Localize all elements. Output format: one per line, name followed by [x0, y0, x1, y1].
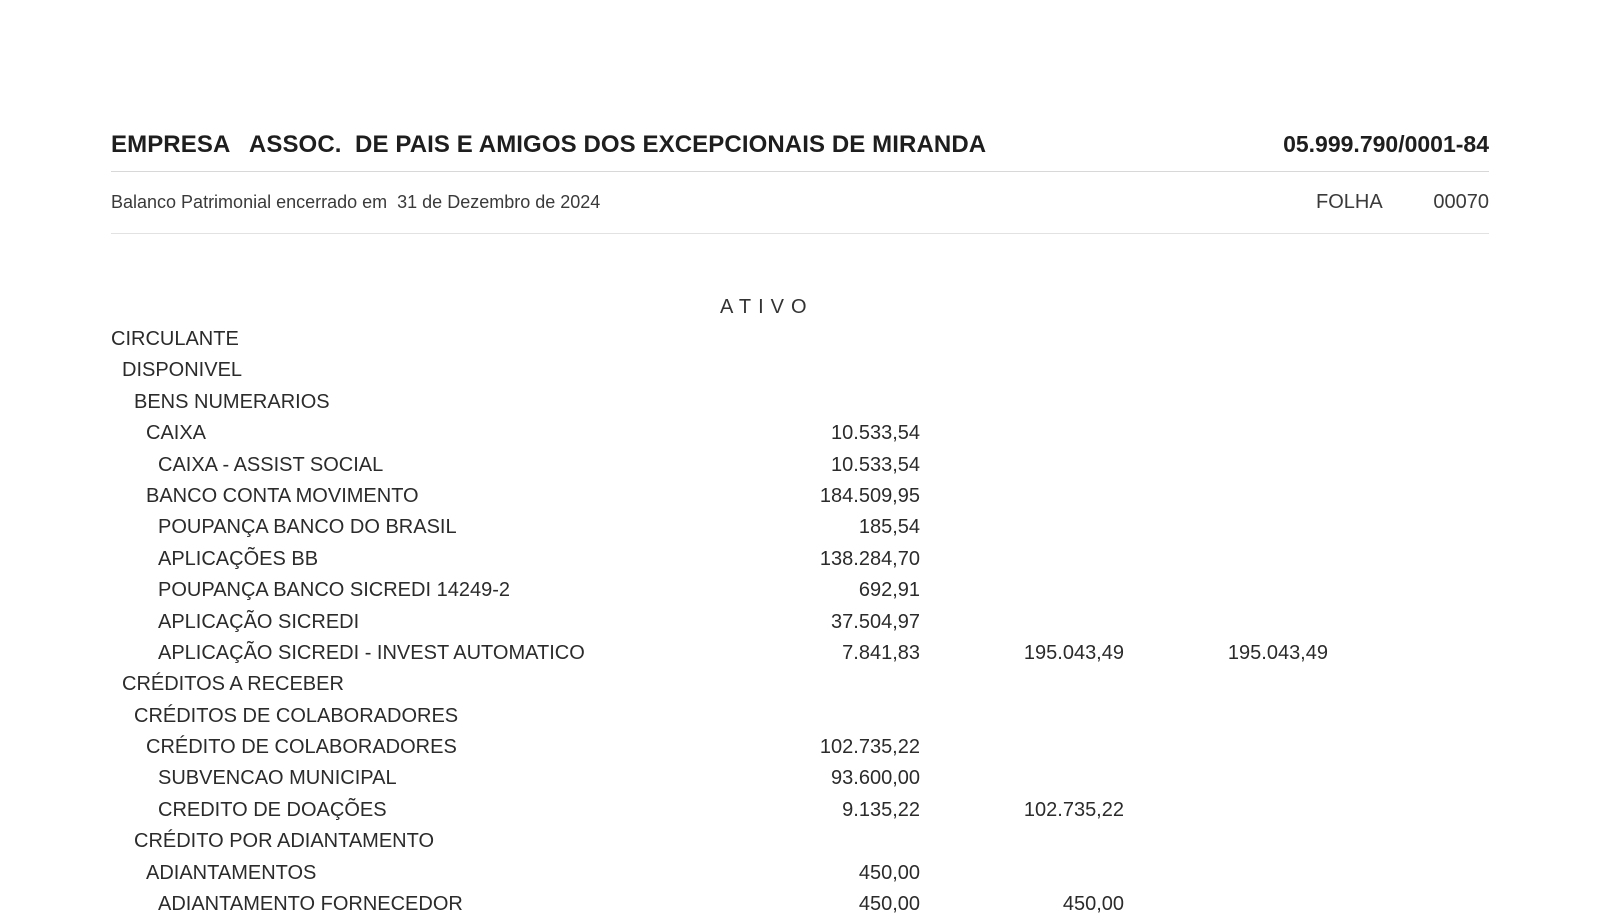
account-label: APLICAÇÃO SICREDI [158, 610, 360, 633]
balance-row [0, 795, 1599, 826]
account-label: CAIXA [146, 422, 207, 445]
account-label: APLICAÇÃO SICREDI - INVEST AUTOMATICO [158, 641, 585, 664]
account-label: POUPANÇA BANCO SICREDI 14249-2 [158, 579, 510, 602]
balance-rows [0, 324, 1599, 920]
account-label: DISPONIVEL [122, 359, 243, 382]
company-name: EMPRESA ASSOC. DE PAIS E AMIGOS DOS EXCEPCIONAIS DE MIRANDA [111, 131, 987, 158]
balance-row [0, 732, 1599, 763]
account-label: SUBVENCAO MUNICIPAL [158, 767, 397, 790]
amount-c1: 93.600,00 [831, 767, 920, 790]
balance-row [0, 544, 1599, 575]
balance-row [0, 701, 1599, 732]
amount-c1: 37.504,97 [831, 610, 920, 633]
amount-c2: 450,00 [1062, 893, 1124, 916]
account-label: CRÉDITO POR ADIANTAMENTO [134, 830, 435, 853]
balance-row [0, 638, 1599, 669]
balance-row [0, 512, 1599, 543]
balance-row [0, 324, 1599, 355]
balance-row [0, 355, 1599, 386]
amount-c1: 10.533,54 [831, 453, 920, 476]
amount-c2: 195.043,49 [1023, 641, 1124, 664]
account-label: CRÉDITO DE COLABORADORES [146, 736, 457, 759]
balance-row [0, 418, 1599, 449]
cnpj: 05.999.790/0001-84 [1283, 131, 1489, 157]
folha-number: 00070 [1433, 191, 1489, 213]
amount-c1: 450,00 [858, 861, 920, 884]
balance-row [0, 607, 1599, 638]
balance-row [0, 387, 1599, 418]
balance-row [0, 481, 1599, 512]
balance-row [0, 858, 1599, 889]
amount-c1: 10.533,54 [831, 422, 920, 445]
subheader-divider [111, 233, 1489, 234]
balance-row [0, 826, 1599, 857]
balance-row [0, 889, 1599, 920]
balance-row [0, 575, 1599, 606]
section-title: ATIVO [720, 296, 814, 318]
folha-label: FOLHA [1316, 191, 1383, 213]
account-label: ADIANTAMENTO FORNECEDOR [158, 893, 463, 916]
account-label: APLICAÇÕES BB [158, 547, 319, 570]
account-label: ADIANTAMENTOS [146, 861, 317, 884]
amount-c2: 102.735,22 [1023, 798, 1124, 821]
account-label: CRÉDITOS DE COLABORADORES [134, 704, 459, 727]
amount-c1: 450,00 [858, 893, 920, 916]
account-label: BENS NUMERARIOS [134, 390, 330, 413]
account-label: CAIXA - ASSIST SOCIAL [158, 453, 384, 476]
amount-c1: 102.735,22 [819, 736, 920, 759]
account-label: BANCO CONTA MOVIMENTO [146, 484, 419, 507]
balance-row [0, 669, 1599, 700]
amount-c3: 195.043,49 [1227, 641, 1328, 664]
account-label: POUPANÇA BANCO DO BRASIL [158, 516, 457, 539]
account-label: CIRCULANTE [111, 328, 239, 350]
report-subtitle: Balanco Patrimonial encerrado em 31 de Dezembro de 2024 [111, 192, 601, 212]
header-divider [111, 171, 1489, 172]
amount-c1: 138.284,70 [819, 547, 920, 570]
account-label: CRÉDITOS A RECEBER [122, 673, 344, 696]
amount-c1: 184.509,95 [819, 484, 920, 507]
account-label: CREDITO DE DOAÇÕES [158, 798, 387, 821]
amount-c1: 7.841,83 [842, 641, 920, 664]
amount-c1: 9.135,22 [842, 798, 920, 821]
balance-row [0, 763, 1599, 794]
balance-row [0, 450, 1599, 481]
amount-c1: 185,54 [858, 516, 920, 539]
amount-c1: 692,91 [858, 579, 920, 602]
